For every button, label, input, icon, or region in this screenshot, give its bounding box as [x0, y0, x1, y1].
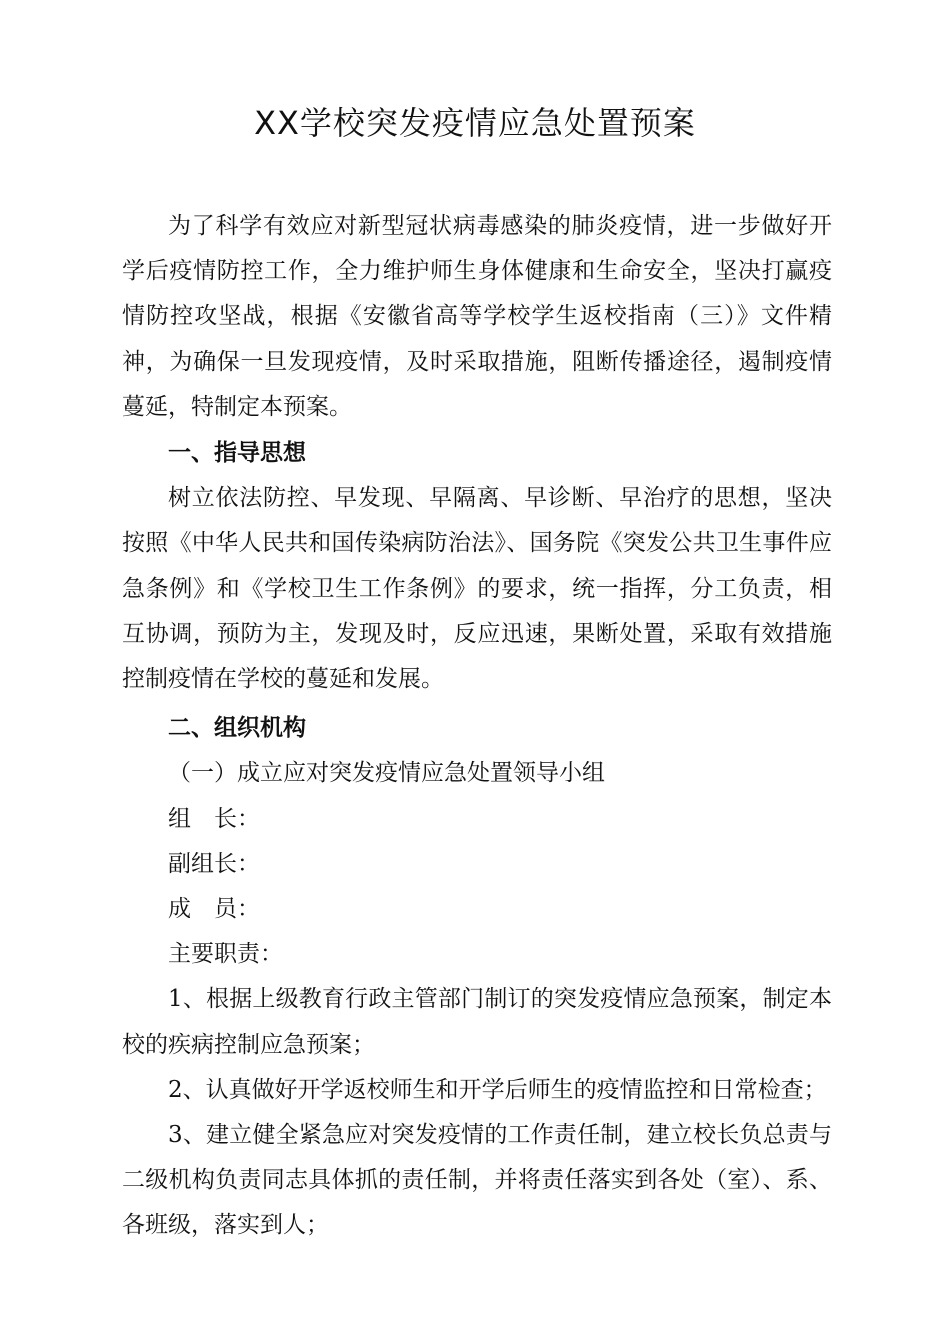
group-leader-line: 组 长：	[168, 805, 260, 832]
duties-label: 主要职责：	[168, 941, 283, 968]
intro-paragraph: 为了科学有效应对新型冠状病毒感染的肺炎疫情，进一步做好开学后疫情防控工作，全力维护师生身体健康和生命安全，坚决打赢疫情防控攻坚战，根据《安徽省高等学校学生返校指南（三）》文件精神，为确保一旦发现疫情，及时采取措施，阻断传播途径，遏制疫情蔓延，特制定本预案。	[122, 213, 832, 420]
document-title: XX学校突发疫情应急处置预案	[254, 104, 696, 142]
subsection-heading-leading-group: （一）成立应对突发疫情应急处置领导小组	[168, 760, 605, 787]
duty-item: 3、建立健全紧急应对突发疫情的工作责任制，建立校长负总责与二级机构负责同志具体抓的责任制，并将责任落实到各处（室）、系、各班级，落实到人；	[122, 1122, 832, 1239]
section-heading-organization: 二、组织机构	[168, 715, 306, 742]
document-body	[122, 204, 832, 1249]
guiding-thought-paragraph: 树立依法防控、早发现、早隔离、早诊断、早治疗的思想，坚决按照《中华人民共和国传染病防治法》、国务院《突发公共卫生事件应急条例》和《学校卫生工作条例》的要求，统一指挥，分工负责，相互协调，预防为主，发现及时，反应迅速，果断处置，采取有效措施控制疫情在学校的蔓延和发展。	[122, 485, 832, 693]
deputy-leader-line: 副组长：	[168, 850, 260, 877]
duty-item: 2、认真做好开学返校师生和开学后师生的疫情监控和日常检查；	[168, 1076, 827, 1103]
section-heading-guiding-thought: 一、指导思想	[168, 440, 306, 467]
members-line: 成 员：	[168, 896, 260, 923]
duty-item: 1、根据上级教育行政主管部门制订的突发疫情应急预案，制定本校的疾病控制应急预案；	[122, 986, 832, 1058]
